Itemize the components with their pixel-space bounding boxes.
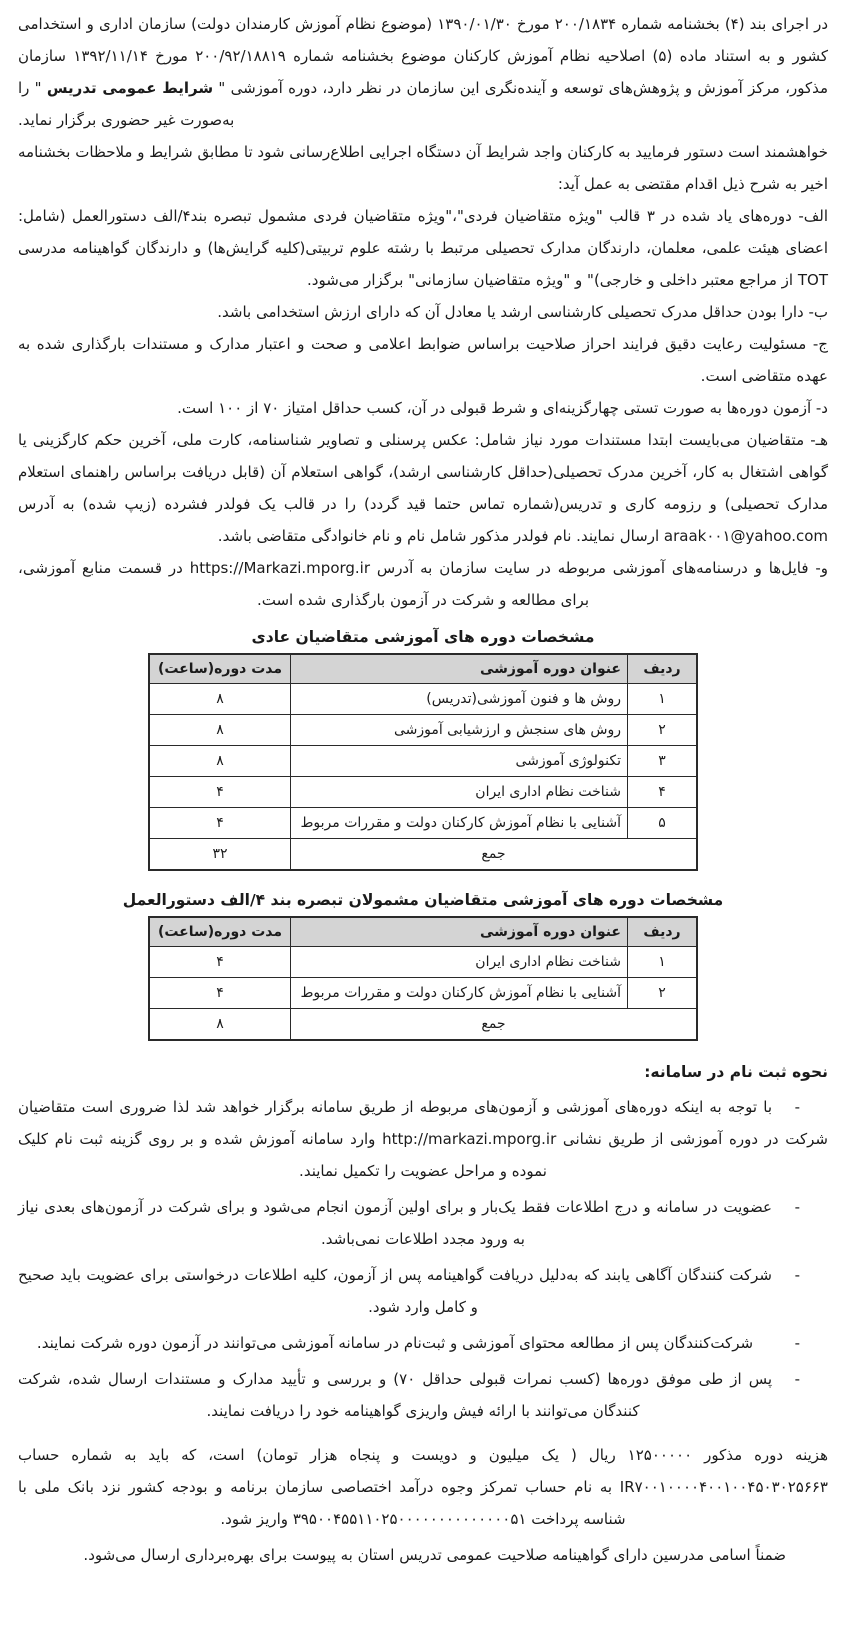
column-header-course-title: عنوان دوره آموزشی — [291, 654, 628, 684]
total-label-cell: جمع — [291, 1009, 698, 1041]
item-he: هـ- متقاضیان می‌بایست ابتدا مستندات مورد نیاز شامل: عکس پرسنلی و تصاویر شناسنامه، کارت ملی، آخرین حکم کارگزینی یا گواهی اشتغال به کار، آخرین مدرک تحصیلی(حداقل کارشناسی ارشد)، گواهی استعلام آن (قابل دریافت براساس راهنمای استعلام مدارک تحصیلی) و رزومه کاری و تدریس(شماره تماس حتما قید گردد) را در قالب یک فولدر فشرده (زیپ شده) به آدرس araak۰۰۱@yahoo.com ارسال نمایند. نام فولدر مذکور شامل نام و نام خانوادگی متقاضی باشد. — [18, 431, 828, 545]
row-number-cell: ۱ — [628, 947, 698, 978]
table2-title: مشخصات دوره های آموزشی متقاضیان مشمولان تبصره بند ۴/الف دستورالعمل — [122, 891, 724, 909]
table-header-row — [149, 917, 697, 947]
column-header-duration: مدت دوره(ساعت) — [149, 917, 291, 947]
table-row — [149, 777, 697, 808]
total-hours-cell: ۸ — [149, 1009, 291, 1041]
table-total-row — [149, 1009, 697, 1041]
course-title-cell: آشنایی با نظام آموزش کارکنان دولت و مقررات مربوط — [291, 808, 628, 839]
duration-cell: ۴ — [149, 947, 291, 978]
table-row — [149, 715, 697, 746]
table-total-row — [149, 839, 697, 871]
course-title-cell: آشنایی با نظام آموزش کارکنان دولت و مقررات مربوط — [291, 978, 628, 1009]
intro-text-pre: در اجرای بند (۴) بخشنامه شماره ۲۰۰/۱۸۳۴ مورخ ۱۳۹۰/۰۱/۳۰ (موضوع نظام آموزش کارمندان دولت) سازمان اداری و استخدامی کشور و به استناد ماده (۵) اصلاحیه نظام آموزش کارکنان موضوع بخشنامه شماره ۲۰۰/۹۲/۱۸۸۱۹ مورخ ۱۳۹۲/۱۱/۱۴ سازمان مذکور، مرکز آموزش و پژوهش‌های توسعه و آینده‌نگری این سازمان در نظر دارد، دوره آموزشی " — [18, 15, 829, 97]
column-header-row-number: ردیف — [628, 654, 698, 684]
registration-bullet-item — [18, 1327, 828, 1359]
registration-bullet-item — [18, 1091, 828, 1187]
closing-note: ضمناً اسامی مدرسین دارای گواهینامه صلاحیت عمومی تدریس استان به پیوست برای بهره‌برداری ارسال می‌شود. — [83, 1546, 786, 1564]
duration-cell: ۴ — [149, 777, 291, 808]
bullet-text: - پس از طی موفق دوره‌ها (کسب نمرات قبولی حداقل ۷۰) و بررسی و تأیید مدارک و مستندات ارسال شده، شرکت کنندگان می‌توانند با ارائه فیش واریزی گواهینامه خود را دریافت نمایند. — [18, 1370, 772, 1420]
row-number-cell: ۱ — [628, 684, 698, 715]
column-header-course-title: عنوان دوره آموزشی — [291, 917, 628, 947]
item-jim: ج- مسئولیت رعایت دقیق فرایند احراز صلاحیت براساس ضوابط اعلامی و صحت و اعتبار مدارک و مستندات بارگذاری شده به عهده متقاضی است. — [18, 335, 828, 385]
bullet-text: - با توجه به اینکه دوره‌های آموزشی و آزمون‌های مربوطه از طریق سامانه برگزار خواهد شد لذا ضروری است متقاضیان شرکت در دوره آموزشی از طریق نشانی http://markazi.mporg.ir وارد سامانه آموزش شده و بر روی گزینه ثبت نام کلیک نموده و مراحل عضویت را تکمیل نمایند. — [18, 1098, 828, 1180]
registration-bullet-item — [18, 1259, 828, 1323]
row-number-cell: ۴ — [628, 777, 698, 808]
table-row — [149, 978, 697, 1009]
request-paragraph: خواهشمند است دستور فرمایید به کارکنان واجد شرایط آن دستگاه اجرایی اطلاع‌رسانی شود تا مطابق شرایط و ملاحظات بخشنامه اخیر به شرح ذیل اقدام مقتضی به عمل آید: — [18, 143, 828, 193]
registration-bullet-item — [18, 1191, 828, 1255]
course-title-cell: روش های سنجش و ارزشیابی آموزشی — [291, 715, 628, 746]
row-number-cell: ۲ — [628, 715, 698, 746]
bullet-text: - شرکت‌کنندگان پس از مطالعه محتوای آموزشی و ثبت‌نام در سامانه آموزشی می‌توانند در آزمون دوره شرکت نمایند. — [36, 1334, 754, 1352]
course-title: شرایط عمومی تدریس — [46, 79, 214, 97]
item-vav: و- فایل‌ها و درسنامه‌های آموزشی مربوطه در سایت سازمان به آدرس https://Markazi.mporg.ir در قسمت منابع آموزشی، برای مطالعه و شرکت در آزمون بارگذاری شده است. — [18, 559, 828, 609]
duration-cell: ۴ — [149, 978, 291, 1009]
duration-cell: ۸ — [149, 684, 291, 715]
payment-paragraph: هزینه دوره مذکور ۱۲۵۰۰۰۰۰ ریال ( یک میلیون و دویست و پنجاه هزار تومان) است، که باید به شماره حساب IR۷۰۰۱۰۰۰۰۴۰۰۱۰۰۴۵۰۳۰۲۵۶۶۳ به نام حساب تمرکز وجوه درآمد اختصاصی سازمان برنامه و بودجه کشور نزد بانک ملی با شناسه پرداخت ۳۹۵۰۰۴۵۵۱۱۰۲۵۰۰۰۰۰۰۰۰۰۰۰۰۰۰۵۱ واریز شود. — [18, 1446, 828, 1528]
intro-paragraph — [18, 8, 828, 136]
column-header-row-number: ردیف — [628, 917, 698, 947]
registration-bullet-item — [18, 1363, 828, 1427]
course-title-cell: شناخت نظام اداری ایران — [291, 777, 628, 808]
course-title-cell: شناخت نظام اداری ایران — [291, 947, 628, 978]
course-title-cell: تکنولوژی آموزشی — [291, 746, 628, 777]
bullet-text: - شرکت کنندگان آگاهی یابند که به‌دلیل دریافت گواهینامه پس از آزمون، کلیه اطلاعات درخواستی برای عضویت باید صحیح و کامل وارد شود. — [18, 1266, 772, 1316]
table-row — [149, 746, 697, 777]
registration-section-heading: نحوه ثبت نام در سامانه: — [644, 1063, 828, 1081]
row-number-cell: ۳ — [628, 746, 698, 777]
table-row — [149, 684, 697, 715]
bullet-text: - عضویت در سامانه و درج اطلاعات فقط یک‌بار و برای اولین آزمون انجام می‌شود و برای شرکت در آزمون‌های بعدی نیاز به ورود مجدد اطلاعات نمی‌باشد. — [18, 1198, 772, 1248]
total-label-cell: جمع — [291, 839, 698, 871]
table-row — [149, 808, 697, 839]
table-row — [149, 947, 697, 978]
item-be: ب- دارا بودن حداقل مدرک تحصیلی کارشناسی ارشد یا معادل آن که دارای ارزش استخدامی باشد. — [217, 303, 828, 321]
duration-cell: ۸ — [149, 746, 291, 777]
registration-bullet-list — [18, 1091, 828, 1427]
total-hours-cell: ۳۲ — [149, 839, 291, 871]
row-number-cell: ۵ — [628, 808, 698, 839]
duration-cell: ۸ — [149, 715, 291, 746]
item-dal: د- آزمون دوره‌ها به صورت تستی چهارگزینه‌ای و شرط قبولی در آن، کسب حداقل امتیاز ۷۰ از ۱۰۰ است. — [177, 399, 828, 417]
table1-title: مشخصات دوره های آموزشی متقاضیان عادی — [251, 628, 595, 646]
duration-cell: ۴ — [149, 808, 291, 839]
column-header-duration: مدت دوره(ساعت) — [149, 654, 291, 684]
item-alef: الف- دوره‌های یاد شده در ۳ قالب "ویژه متقاضیان فردی"،"ویژه متقاضیان فردی مشمول تبصره بند۴/الف دستورالعمل (شامل: اعضای هیئت علمی، معلمان، دارندگان مدارک تحصیلی مرتبط با رشته علوم تربیتی(کلیه گرایش‌ها) و دارندگان گواهینامه مدرسی TOT از مراجع معتبر داخلی و خارجی)" و "ویژه متقاضیان سازمانی" برگزار می‌شود. — [18, 207, 828, 289]
courses-table-normal-applicants — [148, 653, 698, 871]
row-number-cell: ۲ — [628, 978, 698, 1009]
courses-table-clause4-applicants — [148, 916, 698, 1041]
course-title-cell: روش ها و فنون آموزشی(تدریس) — [291, 684, 628, 715]
intro-text-post: " را به‌صورت غیر حضوری برگزار نماید. — [18, 79, 235, 129]
table-header-row — [149, 654, 697, 684]
